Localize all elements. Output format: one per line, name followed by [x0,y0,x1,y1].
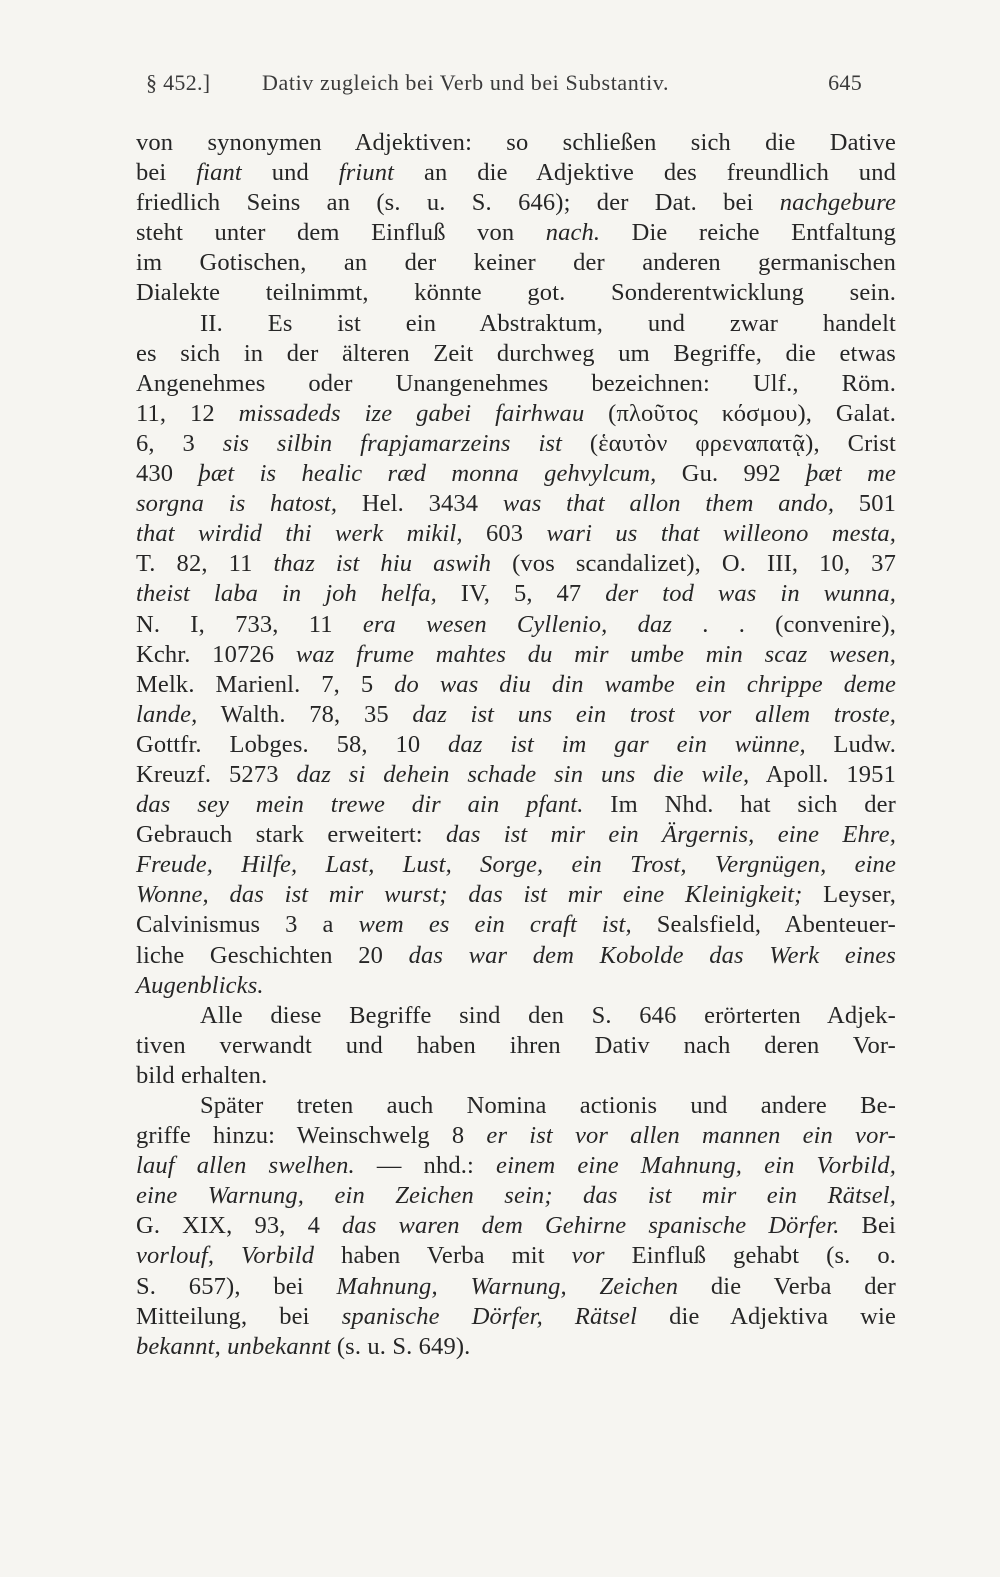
text-run: und [241,159,339,187]
text-run: Kreuzf. 5273 [136,760,297,788]
text-run: Calvinismus 3 a [136,911,359,939]
text-line [136,549,896,579]
text-run: Dialekte teilnimmt, könnte got. Sonderentwicklung sein. [136,279,896,307]
text-line [136,369,896,399]
italic-text: einem eine Mahnung, ein Vorbild, [496,1152,896,1180]
text-line [136,579,896,609]
text-line [136,820,896,850]
italic-text: das waren dem Gehirne spanische Dörfer. [342,1212,840,1240]
italic-text: vorlouf, Vorbild [136,1242,315,1270]
text-run: griffe hinzu: Weinschwelg 8 [136,1122,487,1150]
running-header [146,70,866,104]
text-run: Walth. 78, 35 [197,700,413,728]
italic-text: fiant [196,159,242,187]
text-run: es sich in der älteren Zeit durchweg um Begriffe, die etwas [136,339,896,367]
text-line [136,1302,896,1332]
text-run: Kchr. 10726 [136,640,296,668]
text-run: 11, 12 [136,399,239,427]
text-line [136,1091,896,1121]
italic-text: das sey mein trewe dir ain pfant. [136,791,584,819]
text-run [553,1182,583,1209]
text-run: 501 [834,490,897,518]
italic-text: friunt [338,159,395,187]
text-run: im Gotischen, an der keiner der anderen germanischen [136,249,896,277]
italic-text: vor [571,1242,605,1270]
italic-text: theist laba in joh helfa, [136,580,437,608]
italic-text: lande, [136,700,198,728]
text-run: II. Es ist ein Abstraktum, und zwar handelt [200,309,896,337]
text-run: Sealsfield, Abenteuer- [631,911,896,939]
text-run: Leyser, [802,881,896,909]
text-run: N. I, 733, 11 [136,610,363,638]
text-run: liche Geschichten 20 [136,941,409,969]
text-run: Einfluß gehabt (s. o. [604,1242,896,1270]
text-line [136,971,896,1001]
text-run: (πλοῦτος κόσμου), Galat. [584,399,896,427]
text-run: Im Nhd. hat sich der [583,791,896,819]
italic-text: wem es ein craft ist, [358,911,632,939]
text-line [136,1272,896,1302]
text-run: Angenehmes oder Unangenehmes bezeichnen: Ulf., Röm. [136,369,896,397]
text-line [136,850,896,880]
italic-text: Mahnung, Warnung, Zeichen [336,1272,679,1300]
italic-text: þæt is healic ræd monna gehvylcum, [198,460,657,488]
text-run: friedlich Seins an (s. u. S. 646); der Dat. bei [136,189,780,217]
text-line [136,128,896,158]
text-line [136,519,896,549]
text-run: die Verba der [678,1272,896,1300]
text-line [136,188,896,218]
text-line [136,1001,896,1031]
italic-text: was that allon them ando, [502,490,835,518]
italic-text: er ist vor allen mannen ein vor- [486,1122,896,1150]
text-run: Melk. Marienl. 7, 5 [136,670,395,698]
text-run: Hel. 3434 [337,490,503,518]
page-number: 645 [828,70,862,95]
italic-text: das ist mir ein Ärgernis, eine Ehre, [446,821,896,849]
text-run: tiven verwandt und haben ihren Dativ nach deren Vor- [136,1031,896,1059]
text-run: Apoll. 1951 [749,760,896,788]
text-line [136,1332,896,1362]
text-line [136,278,896,308]
text-run: (vos scandalizet), O. III, 10, 37 [491,550,896,578]
italic-text: do was diu din wambe ein chrippe deme [394,670,896,698]
italic-text: nach. [545,219,601,247]
text-line [136,1061,896,1091]
text-run: an die Adjektive des freundlich und [394,159,897,187]
text-run: Die reiche Entfaltung [600,219,896,247]
text-run: Ludw. [805,730,896,758]
text-line [136,1211,896,1241]
text-run: Bei [839,1212,897,1240]
text-line [136,941,896,971]
text-run: bei [136,159,197,187]
text-line [136,1121,896,1151]
text-line [136,158,896,188]
italic-text: that wirdid thi werk mikil, [136,520,463,548]
text-run: S. 657), bei [136,1272,337,1300]
running-title: Dativ zugleich bei Verb und bei Substantiv. [262,70,670,95]
text-line [136,670,896,700]
text-run: 430 [136,460,199,488]
text-run: (s. u. S. 649). [330,1332,471,1360]
text-run: haben Verba mit [314,1242,572,1270]
italic-text: eine Warnung, ein Zeichen sein; [136,1182,553,1210]
text-line [136,610,896,640]
text-run: (ἑαυτὸν φρεναπατᾷ), Crist [562,429,896,457]
text-run: T. 82, 11 [136,550,274,578]
text-line [136,1241,896,1271]
italic-text: daz ist uns ein trost vor allem troste, [412,700,896,728]
italic-text: Augenblicks. [136,971,264,999]
text-line [136,1031,896,1061]
text-run: . . (convenire), [672,610,897,638]
italic-text: wari us that willeono mesta, [546,520,896,548]
italic-text: bekannt, unbekannt [136,1332,331,1360]
italic-text: Wonne, das ist mir wurst; [136,881,448,909]
italic-text: thaz ist hiu aswih [273,550,492,578]
text-line [136,309,896,339]
italic-text: Freude, Hilfe, Last, Lust, Sorge, ein Trost, Vergnügen, eine [136,851,896,879]
text-run [448,881,469,908]
italic-text: sorgna is hatost, [136,490,338,518]
italic-text: daz ist im gar ein wünne, [448,730,806,758]
body-text [136,128,896,1362]
text-line [136,248,896,278]
text-run: Gebrauch stark erweitert: [136,821,447,849]
text-run: — nhd.: [354,1152,497,1180]
italic-text: þæt me [806,460,896,488]
text-line [136,459,896,489]
text-run: 603 [462,520,547,548]
italic-text: nachgebure [779,189,896,217]
text-line [136,489,896,519]
text-line [136,730,896,760]
italic-text: missadeds ize gabei fairhwau [238,399,585,427]
text-run: Alle diese Begriffe sind den S. 646 erörterten Adjek- [200,1001,896,1029]
text-line [136,1181,896,1211]
text-line [136,790,896,820]
text-run: steht unter dem Einfluß von [136,219,546,247]
text-run: Gu. 992 [656,460,806,488]
italic-text: das ist mir ein Rätsel, [583,1182,897,1210]
text-run: die Adjektiva wie [637,1302,896,1330]
italic-text: der tod was in wunna, [605,580,897,608]
italic-text: das ist mir eine Kleinigkeit; [468,881,803,909]
text-line [136,880,896,910]
text-run: Später treten auch Nomina actionis und andere Be- [200,1092,896,1119]
text-run: 6, 3 [136,429,223,457]
italic-text: waz frume mahtes du mir umbe min scaz wesen, [295,640,896,668]
text-line [136,760,896,790]
text-line [136,640,896,670]
text-line [136,399,896,429]
italic-text: sis silbin frapjamarzeins ist [222,429,563,457]
italic-text: lauf allen swelhen. [136,1152,355,1180]
section-marker: § 452.] [146,70,211,95]
text-line [136,700,896,730]
text-run: von synonymen Adjektiven: so schließen sich die Dative [136,129,896,156]
text-line [136,429,896,459]
text-run: IV, 5, 47 [436,580,606,608]
text-run: G. XIX, 93, 4 [136,1212,343,1240]
italic-text: spanische Dörfer, Rätsel [341,1302,638,1330]
text-run: bild erhalten. [136,1061,268,1089]
italic-text: era wesen Cyllenio, daz [362,610,673,638]
text-run: Gottfr. Lobges. 58, 10 [136,730,449,758]
text-line [136,910,896,940]
text-line [136,339,896,369]
italic-text: das war dem Kobolde das Werk eines [408,941,896,969]
text-line [136,218,896,248]
text-run: Mitteilung, bei [136,1302,342,1330]
text-line [136,1151,896,1181]
italic-text: daz si dehein schade sin uns die wile, [296,760,750,788]
